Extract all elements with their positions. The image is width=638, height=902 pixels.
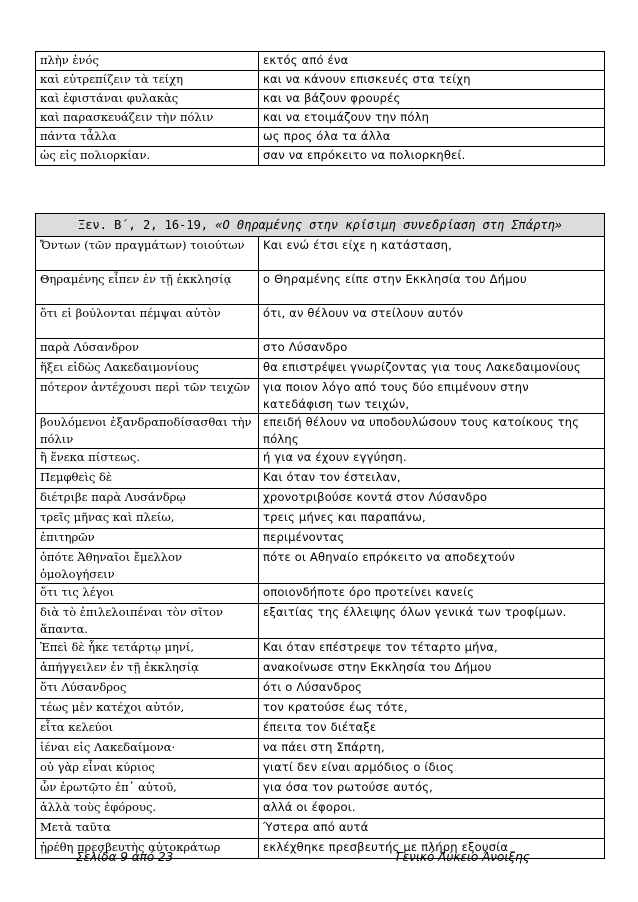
ancient-greek-cell: πλὴν ἑνός xyxy=(36,52,259,71)
modern-translation-cell: Και όταν τον έστειλαν, xyxy=(259,469,605,489)
table-row xyxy=(36,469,605,489)
table-row xyxy=(36,529,605,549)
modern-translation-cell: γιατί δεν είναι αρμόδιος ο ίδιος xyxy=(259,759,605,779)
table-header-row xyxy=(36,214,605,237)
table-row xyxy=(36,679,605,699)
ancient-greek-cell: τέως μὲν κατέχοι αὐτόν, xyxy=(36,699,259,719)
modern-translation-cell: εκτός από ένα xyxy=(259,52,605,71)
table-row xyxy=(36,604,605,639)
modern-translation-cell: τον κρατούσε έως τότε, xyxy=(259,699,605,719)
ancient-greek-cell: ὅτι τις λέγοι xyxy=(36,584,259,604)
ancient-greek-cell: ᾑρέθη πρεσβευτὴς αὐτοκράτωρ xyxy=(36,839,259,859)
modern-translation-cell: ανακοίνωσε στην Εκκλησία του Δήμου xyxy=(259,659,605,679)
translation-table-xenophon xyxy=(35,213,605,859)
modern-translation-cell: Ύστερα από αυτά xyxy=(259,819,605,839)
modern-translation-cell: επειδή θέλουν να υποδουλώσουν τους κατοίκους της πόλης xyxy=(259,414,605,449)
ancient-greek-cell: Ὄντων (τῶν πραγμάτων) τοιούτων xyxy=(36,237,259,271)
ancient-greek-cell: ἢ ἕνεκα πίστεως. xyxy=(36,449,259,469)
table-row xyxy=(36,449,605,469)
modern-translation-cell: αλλά οι έφοροι. xyxy=(259,799,605,819)
modern-translation-cell: εξαιτίας της έλλειψης όλων γενικά των τροφίμων. xyxy=(259,604,605,639)
table-row xyxy=(36,509,605,529)
ancient-greek-cell: βουλόμενοι ἐξανδραποδίσασθαι τὴν πόλιν xyxy=(36,414,259,449)
modern-translation-cell: ότι, αν θέλουν να στείλουν αυτόν xyxy=(259,305,605,339)
table-row xyxy=(36,799,605,819)
ancient-greek-cell: ὅτι Λύσανδρος xyxy=(36,679,259,699)
modern-translation-cell: Και ενώ έτσι είχε η κατάσταση, xyxy=(259,237,605,271)
table-row xyxy=(36,699,605,719)
modern-translation-cell: εκλέχθηκε πρεσβευτής με πλήρη εξουσία xyxy=(259,839,605,859)
table-body xyxy=(36,214,605,859)
table-row xyxy=(36,779,605,799)
modern-translation-cell: ότι ο Λύσανδρος xyxy=(259,679,605,699)
section-title: «Ο Θηραμένης στην κρίσιμη συνεδρίαση στη Σπάρτη» xyxy=(215,218,563,232)
ancient-greek-cell: Πεμφθεὶς δὲ xyxy=(36,469,259,489)
ancient-greek-cell: Μετὰ ταῦτα xyxy=(36,819,259,839)
modern-translation-cell: ως προς όλα τα άλλα xyxy=(259,128,605,147)
modern-translation-cell: για όσα τον ρωτούσε αυτός, xyxy=(259,779,605,799)
table-row xyxy=(36,90,605,109)
table-row xyxy=(36,414,605,449)
ancient-greek-cell: πότερον ἀντέχουσι περὶ τῶν τειχῶν xyxy=(36,379,259,414)
table-body xyxy=(36,52,605,166)
ancient-greek-cell: ἀλλὰ τοὺς ἐφόρους. xyxy=(36,799,259,819)
ancient-greek-cell: καὶ παρασκευάζειν τὴν πόλιν xyxy=(36,109,259,128)
table-row xyxy=(36,305,605,339)
modern-translation-cell: στο Λύσανδρο xyxy=(259,339,605,359)
source-reference: Ξεν. Β΄, 2, 16-19, xyxy=(77,218,209,232)
table-row xyxy=(36,359,605,379)
table-row xyxy=(36,739,605,759)
ancient-greek-cell: Θηραμένης εἶπεν ἐν τῇ ἐκκλησίᾳ xyxy=(36,271,259,305)
ancient-greek-cell: διέτριβε παρὰ Λυσάνδρῳ xyxy=(36,489,259,509)
modern-translation-cell: και να ετοιμάζουν την πόλη xyxy=(259,109,605,128)
table-row xyxy=(36,584,605,604)
ancient-greek-cell: ὧν ἐρωτῷτο ἐπ᾽ αὐτοῦ, xyxy=(36,779,259,799)
table-row xyxy=(36,147,605,166)
school-name: Γενικό Λύκειο Άνοιξης xyxy=(396,850,530,864)
ancient-greek-cell: Ἐπεὶ δὲ ἧκε τετάρτῳ μηνί, xyxy=(36,639,259,659)
modern-translation-cell: ο Θηραμένης είπε στην Εκκλησία του Δήμου xyxy=(259,271,605,305)
modern-translation-cell: για ποιον λόγο από τους δύο επιμένουν στην κατεδάφιση των τειχών, xyxy=(259,379,605,414)
table-row xyxy=(36,659,605,679)
table-row xyxy=(36,719,605,739)
ancient-greek-cell: εἶτα κελεύοι xyxy=(36,719,259,739)
table-row xyxy=(36,489,605,509)
ancient-greek-cell: ἀπήγγειλεν ἐν τῇ ἐκκλησίᾳ xyxy=(36,659,259,679)
ancient-greek-cell: ἰέναι εἰς Λακεδαίμονα· xyxy=(36,739,259,759)
ancient-greek-cell: ὡς εἰς πολιορκίαν. xyxy=(36,147,259,166)
ancient-greek-cell: ὅτι εἰ βούλονται πέμψαι αὐτὸν xyxy=(36,305,259,339)
ancient-greek-cell: ὁπότε Ἀθηναῖοι ἔμελλον ὁμολογήσειν xyxy=(36,549,259,584)
table-row xyxy=(36,109,605,128)
modern-translation-cell: έπειτα τον διέταξε xyxy=(259,719,605,739)
ancient-greek-cell: καὶ εὐτρεπίζειν τὰ τείχη xyxy=(36,71,259,90)
modern-translation-cell: περιμένοντας xyxy=(259,529,605,549)
modern-translation-cell: σαν να επρόκειτο να πολιορκηθεί. xyxy=(259,147,605,166)
ancient-greek-cell: διὰ τὸ ἐπιλελοιπέναι τὸν σῖτον ἅπαντα. xyxy=(36,604,259,639)
modern-translation-cell: θα επιστρέψει γνωρίζοντας για τους Λακεδαιμονίους xyxy=(259,359,605,379)
modern-translation-cell: πότε οι Αθηναίο επρόκειτο να αποδεχτούν xyxy=(259,549,605,584)
modern-translation-cell: ή για να έχουν εγγύηση. xyxy=(259,449,605,469)
table-row xyxy=(36,379,605,414)
modern-translation-cell: να πάει στη Σπάρτη, xyxy=(259,739,605,759)
modern-translation-cell: τρεις μήνες και παραπάνω, xyxy=(259,509,605,529)
table-header-cell xyxy=(36,214,605,237)
modern-translation-cell: χρονοτριβούσε κοντά στον Λύσανδρο xyxy=(259,489,605,509)
ancient-greek-cell: καὶ ἐφιστάναι φυλακὰς xyxy=(36,90,259,109)
modern-translation-cell: και να κάνουν επισκευές στα τείχη xyxy=(259,71,605,90)
table-row xyxy=(36,819,605,839)
ancient-greek-cell: οὐ γὰρ εἶναι κύριος xyxy=(36,759,259,779)
page-number: Σελίδα 9 από 23 xyxy=(76,850,174,864)
ancient-greek-cell: πάντα τἆλλα xyxy=(36,128,259,147)
table-row xyxy=(36,52,605,71)
table-row xyxy=(36,271,605,305)
table-row xyxy=(36,71,605,90)
modern-translation-cell: Και όταν επέστρεψε τον τέταρτο μήνα, xyxy=(259,639,605,659)
translation-table-continued xyxy=(35,51,605,166)
table-row xyxy=(36,639,605,659)
table-row xyxy=(36,128,605,147)
modern-translation-cell: οποιονδήποτε όρο προτείνει κανείς xyxy=(259,584,605,604)
ancient-greek-cell: τρεῖς μῆνας καὶ πλείω, xyxy=(36,509,259,529)
ancient-greek-cell: παρὰ Λύσανδρον xyxy=(36,339,259,359)
table-row xyxy=(36,237,605,271)
ancient-greek-cell: ἥξει εἰδὼς Λακεδαιμονίους xyxy=(36,359,259,379)
modern-translation-cell: και να βάζουν φρουρές xyxy=(259,90,605,109)
ancient-greek-cell: ἐπιτηρῶν xyxy=(36,529,259,549)
table-row xyxy=(36,339,605,359)
table-row xyxy=(36,759,605,779)
table-row xyxy=(36,549,605,584)
